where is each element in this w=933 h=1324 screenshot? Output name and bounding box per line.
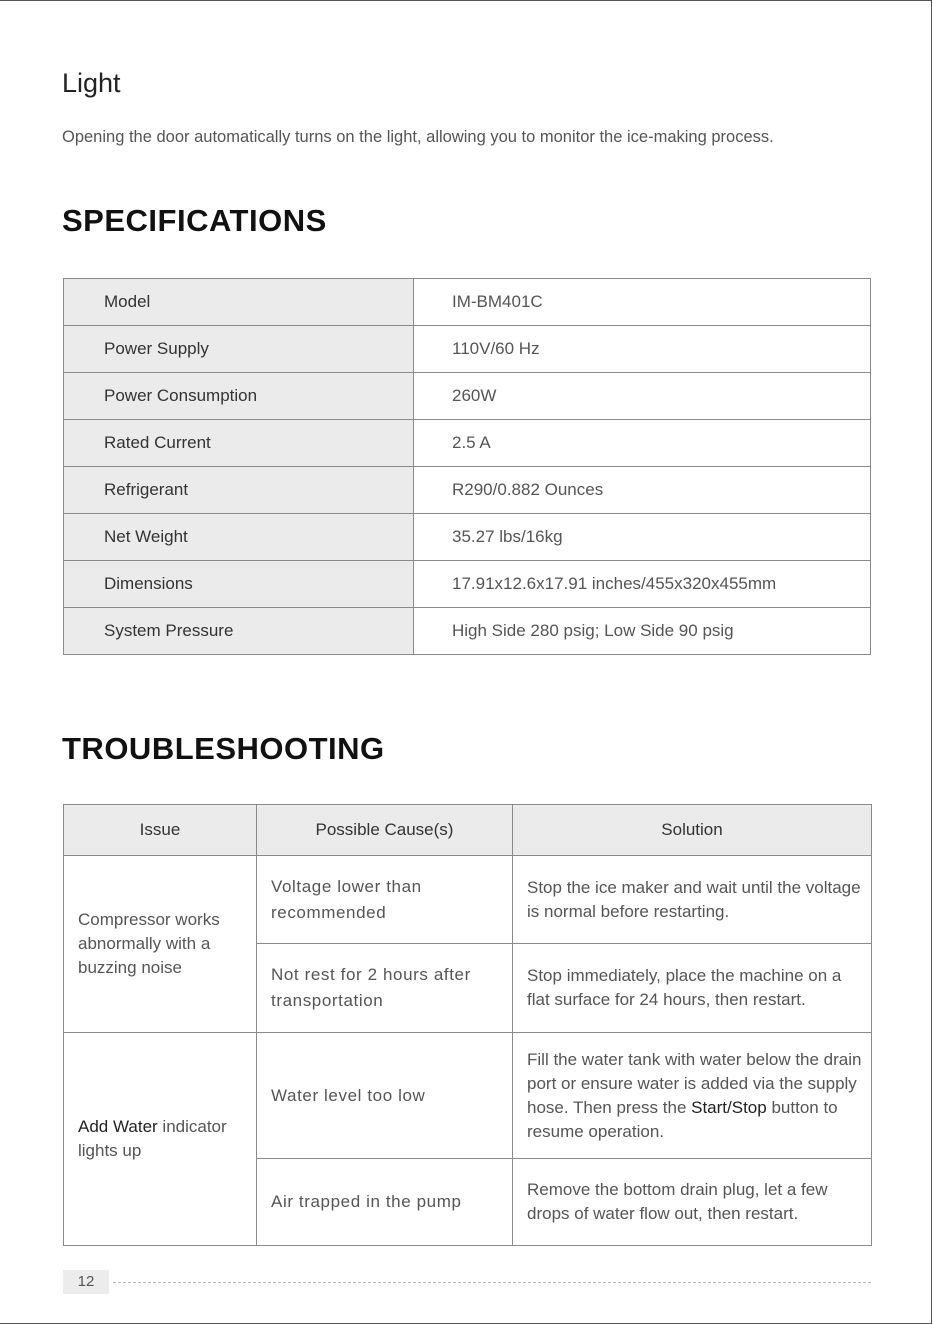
spec-row: [64, 326, 871, 373]
troubleshooting-heading: TROUBLESHOOTING: [62, 731, 385, 766]
spec-label: Power Supply: [64, 326, 414, 373]
start-stop-button-name: Start/Stop: [691, 1097, 767, 1117]
issue-cell: Compressor works abnormally with a buzzing noise: [64, 856, 257, 1033]
solution-cell: [513, 1033, 872, 1159]
spec-value: 17.91x12.6x17.91 inches/455x320x455mm: [414, 561, 871, 608]
spec-value: R290/0.882 Ounces: [414, 467, 871, 514]
spec-label: Dimensions: [64, 561, 414, 608]
spec-row: [64, 514, 871, 561]
solution-text: button to resume operation.: [527, 1097, 838, 1141]
spec-label: Refrigerant: [64, 467, 414, 514]
column-header-issue: Issue: [64, 805, 257, 856]
column-header-solution: Solution: [513, 805, 872, 856]
spec-row: [64, 420, 871, 467]
spec-value: IM-BM401C: [414, 279, 871, 326]
cause-cell: Not rest for 2 hours after transportation: [257, 944, 513, 1033]
issue-indicator-name: Add Water: [78, 1117, 158, 1136]
cause-cell: Water level too low: [257, 1033, 513, 1159]
issue-text: indicator lights up: [78, 1117, 227, 1160]
spec-label: Net Weight: [64, 514, 414, 561]
spec-row: [64, 561, 871, 608]
spec-value: High Side 280 psig; Low Side 90 psig: [414, 608, 871, 655]
solution-cell: Stop the ice maker and wait until the voltage is normal before restarting.: [513, 856, 872, 944]
spec-label: Power Consumption: [64, 373, 414, 420]
column-header-cause: Possible Cause(s): [257, 805, 513, 856]
light-title: Light: [62, 68, 121, 98]
solution-cell: Remove the bottom drain plug, let a few drops of water flow out, then restart.: [513, 1159, 872, 1246]
spec-value: 260W: [414, 373, 871, 420]
spec-row: [64, 467, 871, 514]
spec-label: System Pressure: [64, 608, 414, 655]
light-description: Opening the door automatically turns on the light, allowing you to monitor the ice-making process.: [62, 128, 774, 146]
issue-cell: [64, 1033, 257, 1246]
spec-value: 110V/60 Hz: [414, 326, 871, 373]
table-header-row: [64, 805, 872, 856]
page-footer: [63, 1270, 871, 1294]
cause-cell: Air trapped in the pump: [257, 1159, 513, 1246]
spec-row: [64, 279, 871, 326]
solution-text: Fill the water tank with water below the drain port or ensure water is added via the supply hose. Then press the: [527, 1049, 862, 1117]
spec-row: [64, 373, 871, 420]
specifications-table: [63, 278, 871, 655]
spec-row: [64, 608, 871, 655]
table-row: [64, 1033, 872, 1159]
spec-label: Rated Current: [64, 420, 414, 467]
cause-cell: Voltage lower than recommended: [257, 856, 513, 944]
footer-divider: [113, 1282, 871, 1283]
table-row: [64, 856, 872, 944]
page-number: 12: [63, 1270, 109, 1294]
spec-value: 35.27 lbs/16kg: [414, 514, 871, 561]
spec-value: 2.5 A: [414, 420, 871, 467]
troubleshooting-table: [63, 804, 872, 1246]
specifications-heading: SPECIFICATIONS: [62, 203, 327, 238]
solution-cell: Stop immediately, place the machine on a flat surface for 24 hours, then restart.: [513, 944, 872, 1033]
spec-label: Model: [64, 279, 414, 326]
